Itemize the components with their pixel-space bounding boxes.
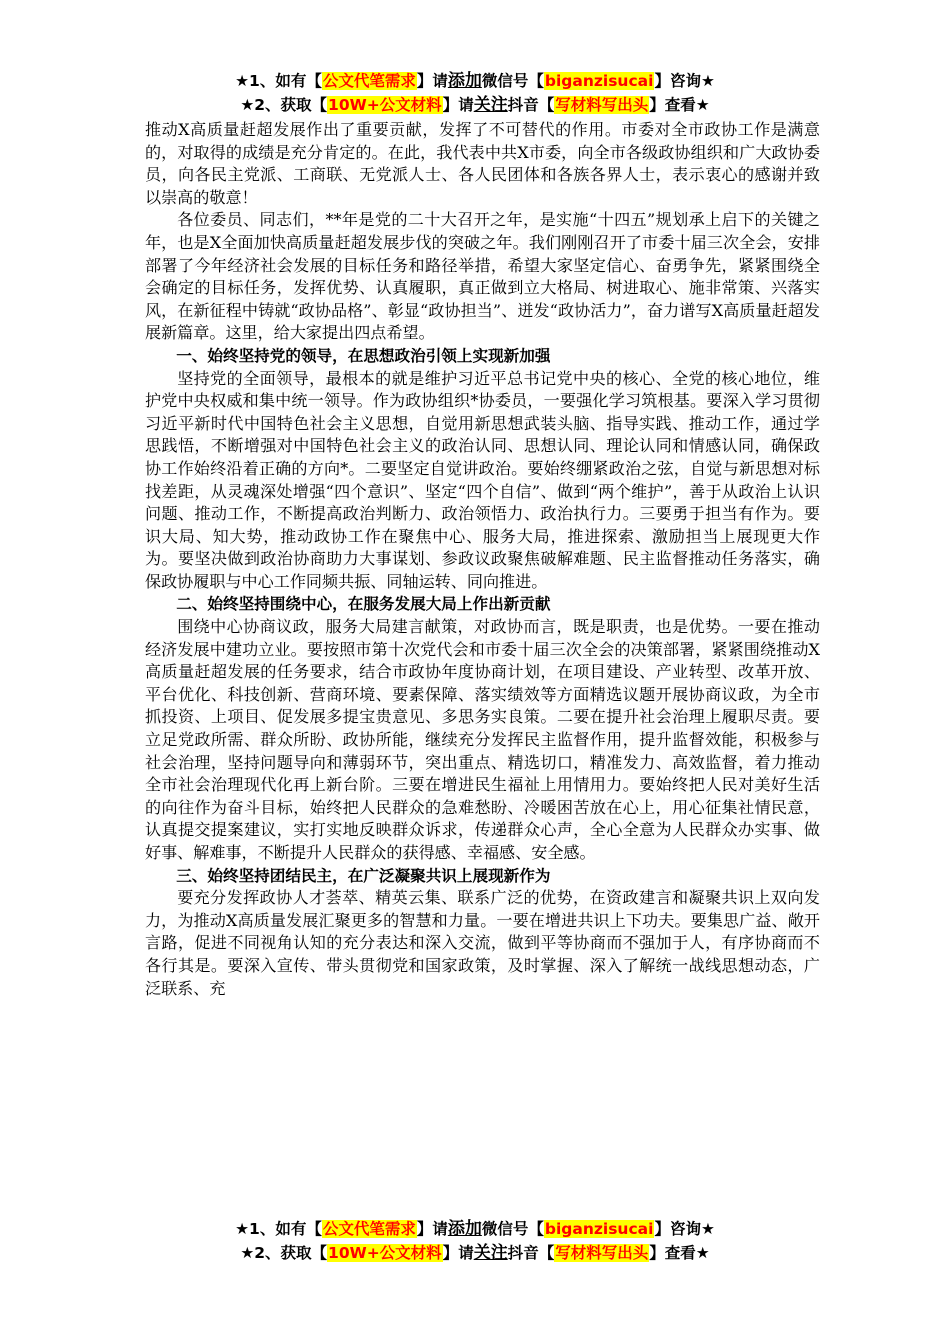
body-paragraph: 要充分发挥政协人才荟萃、精英云集、联系广泛的优势，在资政建言和凝聚共识上双向发力，为推动X高质量发展汇聚更多的智慧和力量。一要在增进共识上下功夫。要集思广益、敞开言路，促进不同视角认知的充分表达和深入交流，做到平等协商而不强加于人，有序协商而不各行其是。要深入宣传、带头贯彻党和国家政策，及时掌握、深入了解统一战线思想动态，广泛联系、充	[145, 888, 820, 998]
banner-suffix: 】咨询★	[654, 72, 715, 90]
body-paragraph: 各位委员、同志们，**年是党的二十大召开之年，是实施“十四五”规划承上启下的关键之年，也是X全面加快高质量赶超发展步伐的突破之年。我们刚刚召开了市委十届三次全会，安排部署了今年经济社会发展的目标任务和路径举措，希望大家坚定信心、奋勇争先，紧紧围绕全会确定的目标任务，发挥优势、认真履职，真正做到立大格局、树进取心、施非常策、兴落实风，在新征程中铸就“政协品格”、彰显“政协担当”、迸发“政协活力”，奋力谱写X高质量赶超发展新篇章。这里，给大家提出四点希望。	[145, 210, 820, 343]
banner-text: 】请	[442, 1244, 474, 1262]
banner-prefix: ★1、如有【	[235, 1220, 322, 1238]
body-paragraph: 推动X高质量赶超发展作出了重要贡献，发挥了不可替代的作用。市委对全市政协工作是满意的，对取得的成绩是充分肯定的。在此，我代表中共X市委，向全市各级政协组织和广大政协委员，向各民主党派、工商联、无党派人士、各人民团体和各族各界人士，表示衷心的感谢并致以崇高的敬意！	[145, 120, 820, 207]
banner-prefix: ★2、获取【	[240, 96, 328, 114]
header-banner-line1	[0, 70, 950, 92]
banner-highlight-douyin-account: 写材料写出头	[555, 96, 649, 114]
banner-suffix: 】查看★	[649, 96, 710, 114]
banner-text: 微信号【	[481, 72, 544, 90]
banner-underline-add: 添加	[447, 71, 482, 91]
banner-highlight-materials: 10W+公文材料	[328, 96, 442, 114]
footer-banner-line2	[0, 1242, 950, 1264]
section-heading-1: 一、始终坚持党的领导，在思想政治引领上实现新加强	[176, 346, 551, 365]
banner-highlight-ghostwriting: 公文代笔需求	[322, 72, 416, 90]
banner-highlight-wechat-id: biganzisucai	[544, 72, 654, 90]
body-paragraph: 坚持党的全面领导，最根本的就是维护习近平总书记党中央的核心、全党的核心地位，维护党中央权威和集中统一领导。作为政协组织*协委员，一要强化学习筑根基。要深入学习贯彻习近平新时代中国特色社会主义思想，自觉用新思想武装头脑、指导实践、推动工作，通过学思践悟，不断增强对中国特色社会主义的政治认同、思想认同、理论认同和情感认同，确保政协工作始终沿着正确的方向*。二要坚定自觉讲政治。要始终绷紧政治之弦，自觉与新思想对标找差距，从灵魂深处增强“四个意识”、坚定“四个自信”、做到“两个维护”，善于从政治上认识问题、推动工作，不断提高政治判断力、政治领悟力、政治执行力。三要勇于担当有作为。要识大局、知大势，推动政协工作在聚焦中心、服务大局，推进探索、激励担当上展现更大作为。要坚决做到政治协商助力大事谋划、参政议政聚焦破解难题、民主监督推动任务落实，确保政协履职与中心工作同频共振、同轴运转、同向推进。	[145, 368, 820, 591]
banner-underline-add: 添加	[447, 1219, 482, 1239]
banner-prefix: ★1、如有【	[235, 72, 322, 90]
banner-text: 微信号【	[481, 1220, 544, 1238]
banner-text: 抖音【	[507, 96, 555, 114]
banner-suffix: 】咨询★	[654, 1220, 715, 1238]
banner-text: 】请	[442, 96, 474, 114]
banner-suffix: 】查看★	[649, 1244, 710, 1262]
banner-underline-follow: 关注	[473, 1243, 508, 1263]
banner-highlight-ghostwriting: 公文代笔需求	[322, 1220, 416, 1238]
section-heading-2: 二、始终坚持围绕中心，在服务发展大局上作出新贡献	[176, 595, 551, 614]
document-body	[145, 119, 820, 1000]
body-paragraph: 围绕中心协商议政，服务大局建言献策，对政协而言，既是职责，也是优势。一要在推动经济发展中建功立业。要按照市第十次党代会和市委十届三次全会的决策部署，紧紧围绕推动X高质量赶超发展的任务要求，结合市政协年度协商计划，在项目建设、产业转型、改革开放、平台优化、科技创新、营商环境、要素保障、落实绩效等方面精选议题开展协商议政，为全市抓投资、上项目、促发展多提宝贵意见、多思务实良策。二要在提升社会治理上履职尽责。要立足党政所需、群众所盼、政协所能，继续充分发挥民主监督作用，提升监督效能，积极参与社会治理，坚持问题导向和薄弱环节，突出重点、精选切口，精准发力、高效监督，着力推动全市社会治理现代化再上新台阶。三要在增进民生福祉上用情用力。要始终把人民对美好生活的向往作为奋斗目标，始终把人民群众的急难愁盼、冷暖困苦放在心上，用心征集社情民意，认真提交提案建议，实打实地反映群众诉求，传递群众心声，全心全意为人民群众办实事、做好事、解难事，不断提升人民群众的获得感、幸福感、安全感。	[145, 617, 820, 862]
banner-highlight-douyin-account: 写材料写出头	[555, 1244, 649, 1262]
banner-underline-follow: 关注	[473, 95, 508, 115]
footer-banner-line1	[0, 1218, 950, 1240]
banner-text: 】请	[416, 1220, 448, 1238]
banner-highlight-materials: 10W+公文材料	[328, 1244, 442, 1262]
section-heading-3: 三、始终坚持团结民主，在广泛凝聚共识上展现新作为	[176, 866, 551, 885]
banner-text: 抖音【	[507, 1244, 555, 1262]
banner-highlight-wechat-id: biganzisucai	[544, 1220, 654, 1238]
banner-text: 】请	[416, 72, 448, 90]
header-banner-line2	[0, 94, 950, 116]
banner-prefix: ★2、获取【	[240, 1244, 328, 1262]
